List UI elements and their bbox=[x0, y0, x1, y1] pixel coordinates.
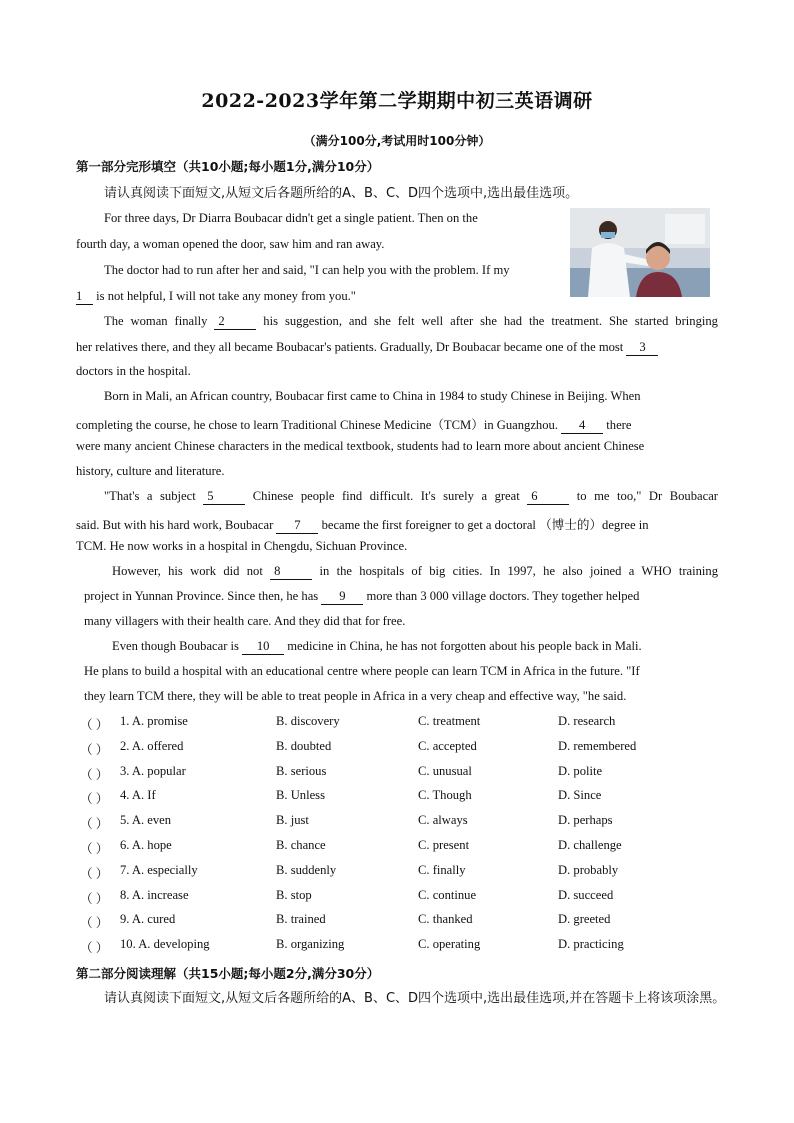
answer-bracket[interactable]: （ ） bbox=[80, 916, 109, 931]
option-d[interactable]: D. perhaps bbox=[558, 813, 613, 828]
passage-line: doctors in the hospital. bbox=[76, 364, 191, 378]
passage-line: Born in Mali, an African country, Boubacar first came to China in 1984 to study Chinese in Beijing. When bbox=[104, 389, 641, 403]
answer-bracket[interactable]: （ ） bbox=[80, 742, 109, 757]
doctor-patient-illustration bbox=[570, 208, 710, 297]
passage-line: For three days, Dr Diarra Boubacar didn't get a single patient. Then on the bbox=[104, 211, 478, 225]
option-b[interactable]: B. discovery bbox=[276, 714, 340, 728]
page-title: 2022-2023学年第二学期期中初三英语调研 bbox=[201, 90, 593, 112]
option-a[interactable]: 9. A. cured bbox=[120, 912, 176, 927]
option-d[interactable]: D. research bbox=[558, 714, 616, 728]
passage-line: 1 is not helpful, I will not take any money from you." bbox=[76, 289, 356, 303]
passage-line: completing the course, he chose to learn Traditional Chinese Medicine（TCM）in Guangzhou. 4 there bbox=[76, 418, 632, 432]
question-row bbox=[80, 888, 740, 908]
option-a[interactable]: 6. A. hope bbox=[120, 838, 172, 852]
option-c[interactable]: C. present bbox=[418, 838, 470, 852]
passage-line: "That's a subject 5 Chinese people find difficult. It's surely a great 6 to me too," Dr Boubacar bbox=[104, 489, 718, 503]
passage-line: they learn TCM there, they will be able to treat people in Africa in a very cheap and effective way, "he said. bbox=[84, 689, 627, 703]
blank-8[interactable]: 8 bbox=[270, 564, 312, 580]
question-row bbox=[80, 912, 740, 932]
doctor-patient-photo bbox=[570, 208, 710, 297]
option-d[interactable]: D. Since bbox=[558, 788, 602, 803]
blank-5[interactable]: 5 bbox=[203, 489, 245, 505]
question-row bbox=[80, 863, 740, 883]
option-c[interactable]: C. Though bbox=[418, 788, 472, 803]
option-a[interactable]: 1. A. promise bbox=[120, 714, 188, 728]
passage-line: said. But with his hard work, Boubacar 7 became the first foreigner to get a doctoral （博士的）degree in bbox=[76, 518, 649, 532]
option-c[interactable]: C. operating bbox=[418, 937, 481, 952]
blank-9[interactable]: 9 bbox=[321, 589, 363, 605]
answer-bracket[interactable]: （ ） bbox=[80, 817, 109, 832]
option-d[interactable]: D. succeed bbox=[558, 887, 614, 902]
passage-line: project in Yunnan Province. Since then, he has 9 more than 3 000 village doctors. They together helped bbox=[84, 589, 640, 603]
passage-line: However, his work did not 8 in the hospitals of big cities. In 1997, he also joined a WHO training bbox=[112, 564, 719, 578]
passage-line: fourth day, a woman opened the door, saw him and ran away. bbox=[76, 237, 385, 251]
answer-bracket[interactable]: （ ） bbox=[80, 718, 109, 732]
part2-heading: 第二部分阅读理解（共15小题;每小题2分,满分30分） bbox=[76, 966, 380, 981]
option-b[interactable]: B. suddenly bbox=[276, 862, 337, 877]
passage-line: Even though Boubacar is 10 medicine in China, he has not forgotten about his people back in Mali. bbox=[112, 639, 642, 653]
option-c[interactable]: C. treatment bbox=[418, 714, 481, 728]
option-a[interactable]: 8. A. increase bbox=[120, 887, 189, 902]
option-a[interactable]: 7. A. especially bbox=[120, 862, 198, 877]
blank-6[interactable]: 6 bbox=[527, 489, 569, 505]
question-row bbox=[80, 714, 740, 734]
question-row bbox=[80, 764, 740, 784]
answer-bracket[interactable]: （ ） bbox=[80, 842, 109, 856]
passage-line: The woman finally 2 his suggestion, and she felt well after she had the treatment. She started bringing bbox=[104, 314, 718, 328]
question-row bbox=[80, 813, 740, 833]
option-a[interactable]: 10. A. developing bbox=[120, 937, 210, 952]
passage-line: TCM. He now works in a hospital in Chengdu, Sichuan Province. bbox=[76, 539, 408, 553]
option-b[interactable]: B. trained bbox=[276, 912, 326, 927]
blank-2[interactable]: 2 bbox=[214, 314, 256, 330]
option-a[interactable]: 3. A. popular bbox=[120, 763, 186, 778]
passage-line: many villagers with their health care. And they did that for free. bbox=[84, 614, 406, 628]
answer-bracket[interactable]: （ ） bbox=[80, 941, 109, 956]
blank-7[interactable]: 7 bbox=[276, 518, 318, 534]
option-d[interactable]: D. greeted bbox=[558, 912, 611, 927]
option-b[interactable]: B. serious bbox=[276, 763, 327, 778]
option-c[interactable]: C. unusual bbox=[418, 763, 472, 778]
question-row bbox=[80, 788, 740, 808]
option-b[interactable]: B. Unless bbox=[276, 788, 325, 803]
option-c[interactable]: C. finally bbox=[418, 862, 466, 877]
option-d[interactable]: D. probably bbox=[558, 862, 619, 877]
option-d[interactable]: D. remembered bbox=[558, 738, 637, 753]
option-a[interactable]: 5. A. even bbox=[120, 813, 172, 828]
answer-bracket[interactable]: （ ） bbox=[80, 767, 109, 782]
answer-bracket[interactable]: （ ） bbox=[80, 866, 109, 881]
option-b[interactable]: B. doubted bbox=[276, 738, 332, 753]
passage-line: He plans to build a hospital with an educational centre where people can learn TCM in Africa in the future. "If bbox=[84, 664, 640, 678]
option-d[interactable]: D. polite bbox=[558, 763, 603, 778]
option-b[interactable]: B. stop bbox=[276, 887, 312, 902]
blank-3[interactable]: 3 bbox=[626, 340, 658, 356]
blank-4[interactable]: 4 bbox=[561, 418, 603, 434]
passage-line: The doctor had to run after her and said, "I can help you with the problem. If my bbox=[104, 263, 510, 277]
passage-line: her relatives there, and they all became Boubacar's patients. Gradually, Dr Boubacar became one of the most 3 bbox=[76, 340, 658, 356]
question-row bbox=[80, 937, 740, 957]
option-a[interactable]: 4. A. If bbox=[120, 788, 156, 803]
question-row bbox=[80, 838, 740, 858]
passage-line: were many ancient Chinese characters in the medical textbook, students had to learn more about ancient Chinese bbox=[76, 439, 645, 453]
page-subtitle: （满分100分,考试用时100分钟） bbox=[303, 134, 491, 148]
answer-bracket[interactable]: （ ） bbox=[80, 792, 109, 807]
option-c[interactable]: C. accepted bbox=[418, 738, 477, 753]
answer-bracket[interactable]: （ ） bbox=[80, 891, 109, 906]
option-d[interactable]: D. practicing bbox=[558, 937, 624, 952]
option-b[interactable]: B. just bbox=[276, 813, 309, 828]
part1-instruction: 请认真阅读下面短文,从短文后各题所给的A、B、C、D四个选项中,选出最佳选项。 bbox=[104, 186, 579, 201]
option-c[interactable]: C. always bbox=[418, 813, 468, 828]
option-b[interactable]: B. chance bbox=[276, 838, 326, 852]
part2-instruction: 请认真阅读下面短文,从短文后各题所给的A、B、C、D四个选项中,选出最佳选项,并在答题卡上将该项涂黑。 bbox=[104, 991, 726, 1006]
blank-10[interactable]: 10 bbox=[242, 639, 284, 655]
question-row bbox=[80, 739, 740, 759]
passage-line: history, culture and literature. bbox=[76, 464, 225, 478]
option-c[interactable]: C. continue bbox=[418, 887, 477, 902]
option-b[interactable]: B. organizing bbox=[276, 937, 345, 952]
part1-heading: 第一部分完形填空（共10小题;每小题1分,满分10分） bbox=[76, 159, 380, 174]
option-d[interactable]: D. challenge bbox=[558, 838, 622, 852]
option-a[interactable]: 2. A. offered bbox=[120, 738, 184, 753]
option-c[interactable]: C. thanked bbox=[418, 912, 473, 927]
blank-1[interactable]: 1 bbox=[76, 289, 93, 305]
